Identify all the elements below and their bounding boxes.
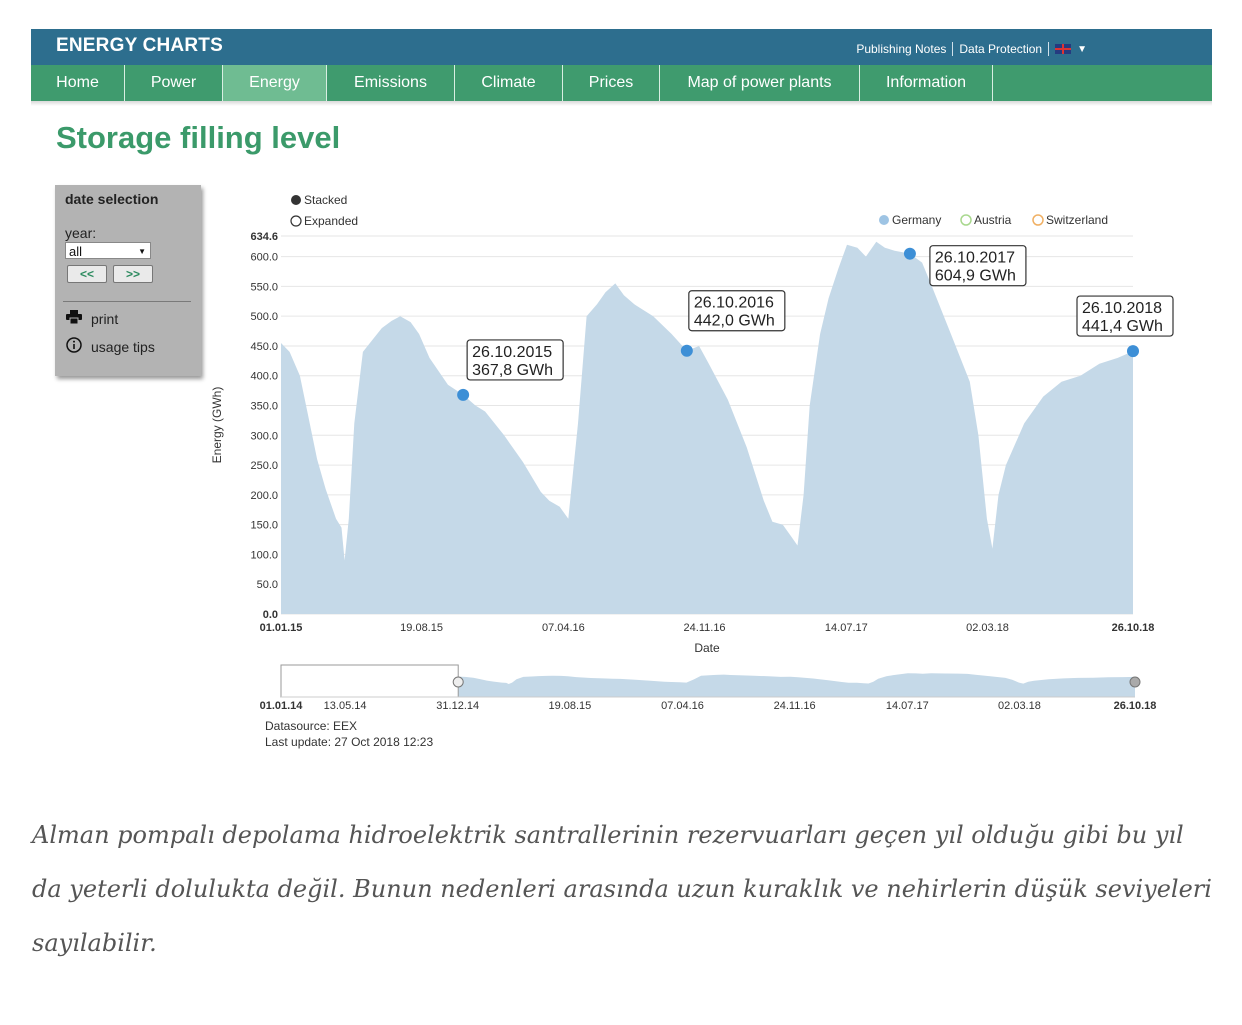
nav-home[interactable]: Home (31, 65, 125, 101)
nav-power[interactable]: Power (125, 65, 223, 101)
y-tick-label: 200.0 (250, 489, 278, 502)
annotation-value: 604,9 GWh (934, 267, 1016, 285)
prev-year-button[interactable]: << (67, 265, 107, 283)
navigator-left-handle[interactable] (453, 677, 463, 687)
navigator-tick-label: 19.08.15 (548, 700, 592, 712)
annotation-date: 26.10.2018 (1082, 300, 1163, 318)
y-tick-label: 400.0 (250, 370, 278, 383)
page-title: Storage filling level (56, 120, 341, 155)
nav-prices[interactable]: Prices (563, 65, 660, 101)
navigator-tick-label: 13.05.14 (323, 700, 367, 712)
range-navigator (281, 665, 1140, 697)
y-tick-label: 50.0 (256, 579, 278, 592)
y-axis-label: Energy (GWh) (210, 386, 224, 464)
y-tick-label: 634.6 (250, 231, 278, 243)
publishing-notes-link[interactable]: Publishing Notes (856, 42, 947, 56)
y-tick-label: 600.0 (250, 251, 278, 264)
year-select-value: all (69, 244, 83, 259)
chevron-down-icon: ▼ (138, 247, 146, 256)
y-tick-label: 300.0 (250, 430, 278, 443)
y-tick-label: 250.0 (250, 460, 278, 473)
nav-emissions[interactable]: Emissions (327, 65, 455, 101)
x-tick-label: 07.04.16 (541, 622, 585, 634)
data-protection-link[interactable]: Data Protection (959, 42, 1043, 56)
expanded-label: Expanded (304, 214, 359, 228)
chevron-down-icon[interactable]: ▼ (1077, 43, 1087, 55)
navigator-tick-label: 01.01.14 (259, 700, 303, 712)
y-tick-label: 100.0 (250, 549, 278, 562)
nav-information[interactable]: Information (860, 65, 993, 101)
stacked-radio[interactable] (291, 195, 301, 205)
legend-switzerland-marker[interactable] (1033, 215, 1043, 225)
x-axis-ticks (260, 622, 1155, 634)
nav-climate[interactable]: Climate (455, 65, 563, 101)
legend-switzerland[interactable]: Switzerland (1046, 213, 1109, 227)
expanded-radio[interactable] (291, 216, 301, 226)
annotation-marker[interactable] (904, 248, 916, 260)
navigator-series (458, 673, 1135, 697)
y-tick-label: 500.0 (250, 311, 278, 324)
next-year-button[interactable]: >> (113, 265, 153, 283)
x-tick-label: 14.07.17 (824, 622, 868, 634)
annotation-date: 26.10.2017 (934, 249, 1015, 267)
navigator-right-handle[interactable] (1130, 677, 1140, 687)
last-update-text: Last update: 27 Oct 2018 12:23 (265, 735, 434, 749)
y-axis-ticks (250, 231, 278, 621)
legend-germany-marker[interactable] (879, 215, 889, 225)
annotation-date: 26.10.2015 (472, 343, 553, 361)
navigator-tick-label: 14.07.17 (885, 700, 929, 712)
brand-logo[interactable]: ENERGY CHARTS (56, 35, 223, 56)
annotation-value: 442,0 GWh (693, 312, 775, 330)
date-selection-header: date selection (65, 191, 159, 207)
navigator-mask[interactable] (281, 665, 458, 697)
annotation-value: 367,8 GWh (472, 361, 554, 379)
x-tick-label: 24.11.16 (683, 622, 726, 634)
legend-austria[interactable]: Austria (974, 213, 1012, 227)
y-tick-label: 450.0 (250, 340, 278, 353)
navigator-tick-label: 24.11.16 (773, 700, 816, 712)
x-tick-label: 02.03.18 (966, 622, 1009, 634)
y-tick-label: 0.0 (262, 609, 278, 621)
caption-text: Alman pompalı depolama hidroelektrik santrallerinin rezervuarları geçen yıl olduğu gibi bu yıl da yeterli dolulukta değil. Bunun nedenleri arasında uzun kuraklık ve nehirlerin düşük seviyeleri sayılabilir. (32, 821, 1212, 957)
legend-austria-marker[interactable] (961, 215, 971, 225)
annotation-marker[interactable] (457, 389, 469, 401)
navigator-tick-label: 02.03.18 (998, 700, 1041, 712)
nav-map-of-power-plants[interactable]: Map of power plants (660, 65, 860, 101)
x-axis-label: Date (694, 641, 720, 655)
usage-tips-label: usage tips (91, 338, 155, 355)
annotation-value: 441,4 GWh (1082, 318, 1163, 336)
navigator-ticks (260, 700, 1157, 712)
annotation-marker[interactable] (1127, 345, 1139, 357)
year-label: year: (65, 225, 97, 241)
y-tick-label: 350.0 (250, 400, 278, 413)
legend-germany[interactable]: Germany (892, 213, 942, 227)
annotation-marker[interactable] (681, 345, 693, 357)
y-tick-label: 550.0 (250, 281, 278, 294)
x-tick-label: 01.01.15 (259, 622, 303, 634)
x-tick-label: 26.10.18 (1111, 622, 1155, 634)
nav-energy[interactable]: Energy (223, 65, 327, 101)
print-label: print (91, 310, 119, 327)
annotation-date: 26.10.2016 (693, 294, 774, 312)
datasource-text: Datasource: EEX (265, 719, 358, 733)
navigator-tick-label: 07.04.16 (661, 700, 704, 712)
legend (879, 213, 1108, 227)
stacked-label: Stacked (304, 193, 348, 207)
navigator-tick-label: 26.10.18 (1113, 700, 1157, 712)
x-tick-label: 19.08.15 (400, 622, 443, 634)
y-tick-label: 150.0 (250, 519, 278, 532)
mode-toggle (291, 193, 358, 228)
navigator-tick-label: 31.12.14 (436, 700, 480, 712)
